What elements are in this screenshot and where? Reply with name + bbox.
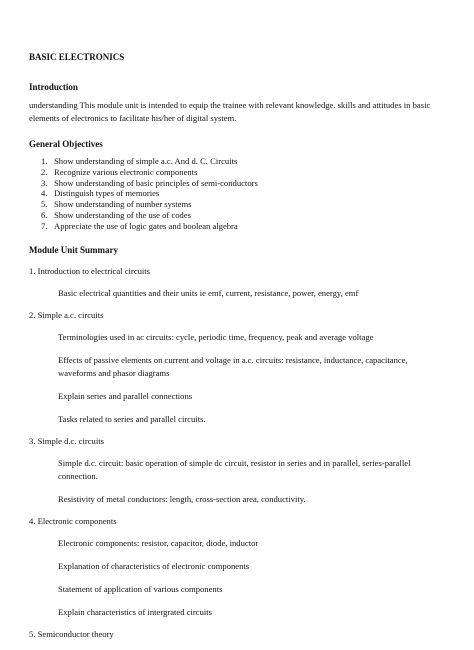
objective-number: 4.: [41, 188, 48, 199]
module-unit-item: Explanation of characteristics of electronic components: [58, 560, 250, 571]
module-unit: [29, 310, 449, 426]
module-unit-item: Tasks related to series and parallel circuits.: [58, 413, 206, 424]
objective-number: 3.: [41, 177, 48, 188]
document-page: [29, 52, 449, 650]
module-unit-summary-heading: Module Unit Summary: [29, 244, 119, 255]
objective-text: Distinguish types of memories: [54, 188, 160, 199]
objective-text: Show understanding of number systems: [54, 199, 192, 210]
module-unit-item: Simple d.c. circuit: basic operation of simple dc circuit, resistor in series and in parallel, series-parallel connection.: [58, 457, 411, 481]
module-unit-title: 5. Semiconductor theory: [29, 628, 114, 639]
module-unit-title: 1. Introduction to electrical circuits: [29, 265, 150, 276]
objective-item: [41, 167, 449, 178]
module-unit-item: Explain series and parallel connections: [58, 390, 193, 401]
objective-number: 7.: [41, 220, 48, 231]
objective-item: [41, 210, 449, 221]
module-unit-title: 3. Simple d.c. circuits: [29, 435, 104, 446]
module-unit-item: Explain characteristics of intergrated circuits: [58, 606, 212, 617]
objective-text: Recognize various electronic components: [54, 166, 198, 177]
objective-number: 1.: [41, 156, 48, 166]
objective-text: Appreciate the use of logic gates and boolean algebra: [54, 220, 238, 231]
objective-item: [41, 178, 449, 189]
objective-text: Show understanding of simple a.c. And d. C. Circuits: [54, 156, 238, 166]
objective-number: 2.: [41, 166, 48, 177]
objectives-list: [41, 156, 449, 232]
objective-text: Show understanding of basic principles of semi-conductors: [54, 177, 258, 188]
module-unit-item: Terminologies used in ac circuits: cycle, periodic time, frequency, peak and average voltage: [58, 331, 374, 342]
objective-item: [41, 199, 449, 210]
objective-item: [41, 221, 449, 232]
module-unit: [29, 629, 449, 640]
module-unit: [29, 266, 449, 300]
module-unit-item: Statement of application of various components: [58, 583, 223, 594]
objective-number: 6.: [41, 209, 48, 220]
objective-item: [41, 188, 449, 199]
introduction-heading: Introduction: [29, 82, 78, 92]
module-unit-title: 4. Electronic components: [29, 515, 117, 526]
module-unit-item: Basic electrical quantities and their units ie emf, current, resistance, power, energy, emf: [58, 287, 359, 298]
module-unit-title: 2. Simple a.c. circuits: [29, 309, 104, 320]
module-unit: [29, 516, 449, 619]
objective-number: 5.: [41, 199, 48, 210]
general-objectives-heading: General Objectives: [29, 139, 103, 149]
module-unit: [29, 436, 449, 506]
introduction-text: understanding This module unit is intended to equip the trainee with relevant knowledge. skills and attitudes in basic elements of electronics to facilitate his/her of digital system.: [29, 100, 431, 123]
document-title: BASIC ELECTRONICS: [29, 52, 125, 62]
module-units: [29, 266, 449, 640]
objective-item: [41, 156, 449, 167]
objective-text: Show understanding of the use of codes: [54, 209, 191, 220]
module-unit-item: Electronic components: resistor, capacitor, diode, inductor: [58, 537, 259, 548]
module-unit-item: Effects of passive elements on current and voltage in a.c. circuits: resistance, inductance, capacitance, waveforms and phasor diagrams: [58, 354, 408, 378]
module-unit-item: Resistivity of metal conductors: length, cross-section area, conductivity.: [58, 493, 306, 504]
